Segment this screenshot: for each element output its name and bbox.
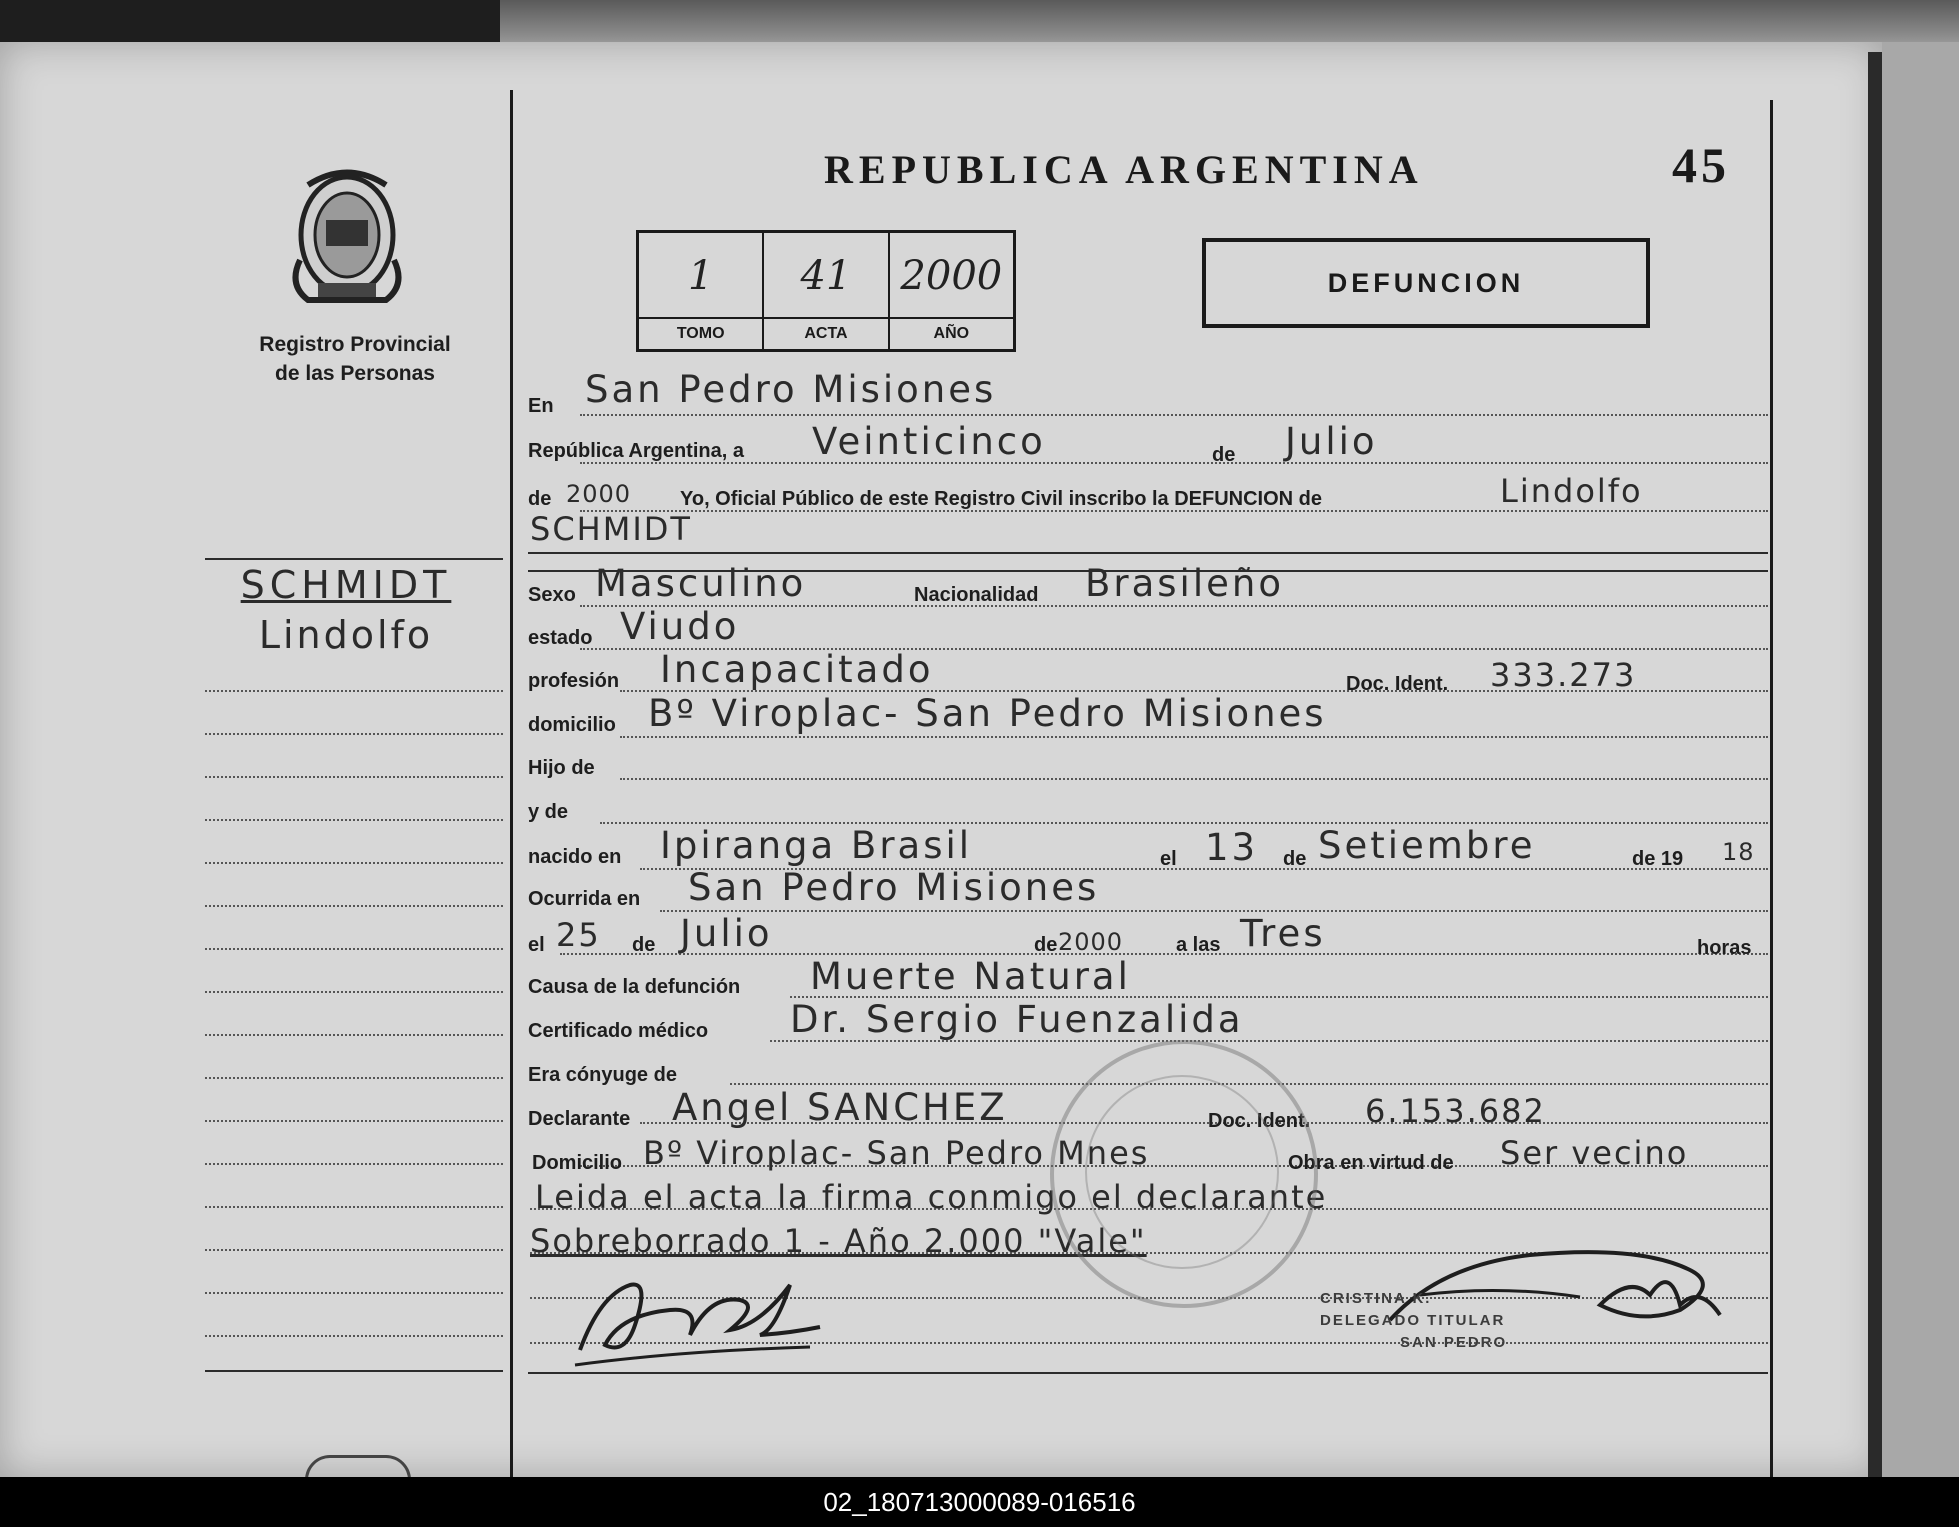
official-round-stamp-inner	[1085, 1075, 1279, 1269]
decl-domicilio-value: Bº Viroplac- San Pedro Mnes	[643, 1134, 1150, 1172]
yde-label: y de	[528, 801, 569, 823]
frame-line-left	[510, 90, 513, 1477]
obra-value: Ser vecino	[1500, 1134, 1689, 1172]
certificado-value: Dr. Sergio Fuenzalida	[790, 998, 1244, 1041]
form-line	[580, 605, 1768, 607]
provincial-seal-icon	[288, 165, 406, 308]
doc-value: 333.273	[1490, 656, 1637, 694]
inscribo-text: Yo, Oficial Público de este Registro Civil inscribo la DEFUNCION de	[680, 488, 1322, 510]
tomo-value: 1	[687, 253, 714, 299]
registry-label-line2: de las Personas	[275, 362, 435, 385]
sexo-value: Masculino	[595, 562, 807, 605]
birth-de2-label: de 19	[1632, 848, 1684, 870]
month-value: Julio	[1285, 420, 1378, 463]
tomo-cell	[639, 233, 764, 349]
form-line	[528, 552, 1768, 554]
hijo-label: Hijo de	[528, 757, 595, 779]
birth-year: 18	[1722, 838, 1755, 866]
declarante-value: Angel SANCHEZ	[672, 1086, 1008, 1129]
background-dark-area	[0, 0, 500, 48]
margin-line	[205, 1206, 503, 1208]
horas-label: horas	[1697, 937, 1752, 959]
official-name-stamp	[1320, 1288, 1507, 1354]
name-value-2: SCHMIDT	[530, 510, 692, 548]
form-line	[580, 462, 1768, 464]
death-hour: Tres	[1240, 912, 1326, 955]
profesion-label: profesión	[528, 670, 620, 692]
republica-label: República Argentina, a	[528, 440, 744, 462]
margin-line	[205, 862, 503, 864]
death-day: 25	[556, 916, 601, 954]
margin-bottom-line	[205, 1370, 503, 1372]
ano-value: 2000	[900, 253, 1003, 299]
de2-label: de	[528, 488, 552, 510]
ocurrida-value: San Pedro Misiones	[688, 866, 1100, 909]
frame-line-right	[1770, 100, 1773, 1477]
decl-doc-label: Doc. Ident.	[1208, 1110, 1311, 1132]
margin-line	[205, 776, 503, 778]
death-de2-label: de	[1034, 934, 1058, 956]
margin-line	[205, 1335, 503, 1337]
de-label: de	[1212, 444, 1236, 466]
estado-value: Viudo	[620, 605, 740, 648]
note-line-1: Leida el acta la firma conmigo el declarante	[535, 1178, 1328, 1216]
margin-line	[205, 1249, 503, 1251]
ano-cell	[890, 233, 1013, 349]
tomo-label: TOMO	[639, 317, 762, 349]
en-value: San Pedro Misiones	[585, 368, 997, 411]
form-line	[660, 910, 1768, 912]
stamp-line3: SAN PEDRO	[1400, 1334, 1508, 1351]
causa-value: Muerte Natural	[810, 955, 1131, 998]
image-id-footer: 02_180713000089-016516	[0, 1477, 1959, 1527]
margin-line	[205, 991, 503, 993]
stamp-line2: DELEGADO TITULAR	[1320, 1312, 1506, 1329]
doc-label: Doc. Ident.	[1346, 673, 1449, 695]
nacido-value: Ipiranga Brasil	[660, 824, 973, 867]
profesion-value: Incapacitado	[660, 648, 934, 691]
margin-name	[196, 560, 496, 660]
page-edge	[1868, 52, 1882, 1477]
domicilio-label: domicilio	[528, 714, 616, 736]
ocurrida-label: Ocurrida en	[528, 888, 641, 910]
margin-line	[205, 1120, 503, 1122]
margin-line	[205, 1163, 503, 1165]
stamp-line1: CRISTINA K.	[1320, 1290, 1432, 1307]
causa-label: Causa de la defunción	[528, 976, 741, 998]
registry-label	[230, 330, 480, 388]
birth-de-label: de	[1283, 848, 1307, 870]
margin-line	[205, 905, 503, 907]
note-line-2: Sobreborrado 1 - Año 2.000 "Vale"	[530, 1222, 1147, 1260]
nacido-label: nacido en	[528, 846, 622, 868]
margin-line	[205, 733, 503, 735]
birth-month: Setiembre	[1318, 824, 1536, 867]
margin-given-name: Lindolfo	[258, 613, 434, 657]
declarante-label: Declarante	[528, 1108, 631, 1130]
year-value: 2000	[566, 480, 632, 508]
name-value-1: Lindolfo	[1500, 472, 1643, 510]
nacionalidad-value: Brasileño	[1085, 562, 1284, 605]
obra-label: Obra en virtud de	[1288, 1152, 1454, 1174]
margin-line	[205, 948, 503, 950]
form-line	[620, 736, 1768, 738]
acta-cell	[764, 233, 889, 349]
nacionalidad-label: Nacionalidad	[914, 584, 1039, 606]
signature-left-icon	[560, 1255, 840, 1375]
decl-domicilio-label: Domicilio	[532, 1152, 623, 1174]
day-value: Veinticinco	[812, 420, 1046, 463]
decl-doc-value: 6.153.682	[1365, 1092, 1546, 1130]
margin-line	[205, 819, 503, 821]
estado-label: estado	[528, 627, 593, 649]
margin-line	[205, 1077, 503, 1079]
death-de-label: de	[632, 934, 656, 956]
margin-line	[205, 1292, 503, 1294]
certificado-label: Certificado médico	[528, 1020, 709, 1042]
conyuge-label: Era cónyuge de	[528, 1064, 677, 1086]
record-type-box: DEFUNCION	[1202, 238, 1650, 328]
margin-line	[205, 1034, 503, 1036]
margin-line	[205, 690, 503, 692]
domicilio-value: Bº Viroplac- San Pedro Misiones	[648, 692, 1327, 735]
el-label: el	[1160, 848, 1177, 870]
margin-surname: SCHMIDT	[240, 563, 452, 607]
en-label: En	[528, 395, 554, 417]
el2-label: el	[528, 934, 545, 956]
acta-value: 41	[800, 253, 852, 299]
acta-label: ACTA	[764, 317, 887, 349]
background-right	[1882, 42, 1959, 1477]
registry-label-line1: Registro Provincial	[259, 333, 451, 356]
sexo-label: Sexo	[528, 584, 576, 606]
page-title: REPUBLICA ARGENTINA	[824, 147, 1424, 192]
reference-box	[636, 230, 1016, 352]
death-year: 2000	[1058, 928, 1124, 956]
ano-label: AÑO	[890, 317, 1013, 349]
form-line	[620, 778, 1768, 780]
birth-day: 13	[1205, 826, 1259, 869]
form-line	[580, 414, 1768, 416]
page-number: 45	[1672, 137, 1730, 193]
alas-label: a las	[1176, 934, 1221, 956]
death-month: Julio	[680, 912, 773, 955]
margin-top-line	[205, 558, 503, 560]
